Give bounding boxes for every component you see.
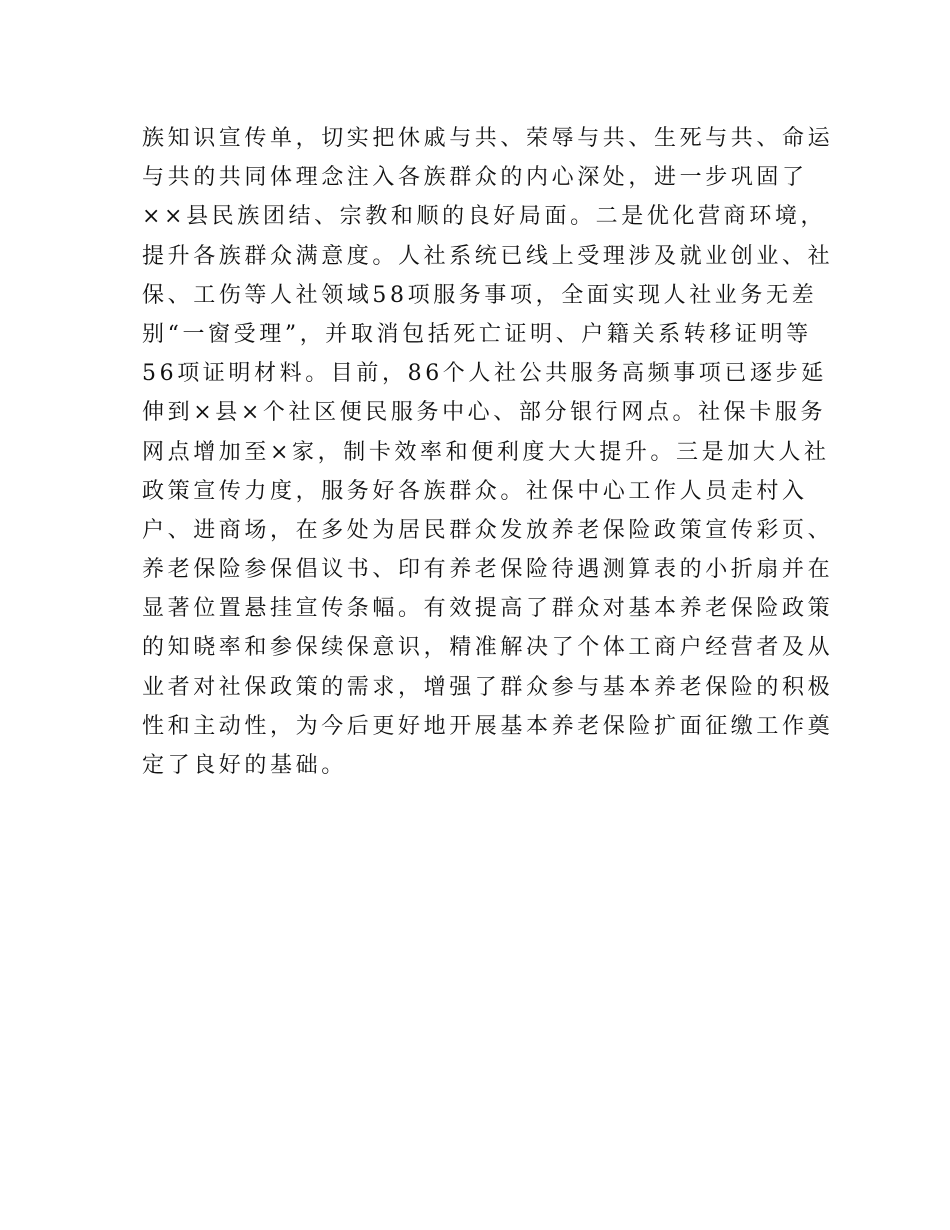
text-line: 业者对社保政策的需求，增强了群众参与基本养老保险的积极 xyxy=(142,674,834,700)
text-line: 别“一窗受理”，并取消包括死亡证明、户籍关系转移证明等 xyxy=(142,321,812,347)
text-line: 族知识宣传单，切实把休戚与共、荣辱与共、生死与共、命运 xyxy=(142,126,834,151)
text-line: 的知晓率和参保续保意识，精准解决了个体工商户经营者及从 xyxy=(142,635,834,661)
text-line: 网点增加至×家，制卡效率和便利度大大提升。三是加大人社 xyxy=(142,439,830,465)
text-line: 定了良好的基础。 xyxy=(142,753,347,778)
text-line: 与共的共同体理念注入各族群众的内心深处，进一步巩固了 xyxy=(142,165,808,191)
text-line: 伸到×县×个社区便民服务中心、部分银行网点。社保卡服务 xyxy=(142,400,827,426)
text-line: 提升各族群众满意度。人社系统已线上受理涉及就业创业、社 xyxy=(142,243,834,269)
body-paragraph xyxy=(142,119,834,785)
text-line: 56项证明材料。目前，86个人社公共服务高频事项已逐步延 xyxy=(142,361,827,387)
text-line: 保、工伤等人社领域58项服务事项，全面实现人社业务无差 xyxy=(142,282,818,308)
text-line: 户、进商场，在多处为居民群众发放养老保险政策宣传彩页、 xyxy=(142,517,834,543)
text-line: ××县民族团结、宗教和顺的良好局面。二是优化营商环境， xyxy=(142,204,827,230)
text-line: 养老保险参保倡议书、印有养老保险待遇测算表的小折扇并在 xyxy=(142,557,834,583)
text-line: 性和主动性，为今后更好地开展基本养老保险扩面征缴工作奠 xyxy=(142,713,834,739)
text-line: 显著位置悬挂宣传条幅。有效提高了群众对基本养老保险政策 xyxy=(142,596,834,622)
text-line: 政策宣传力度，服务好各族群众。社保中心工作人员走村入 xyxy=(142,478,808,504)
